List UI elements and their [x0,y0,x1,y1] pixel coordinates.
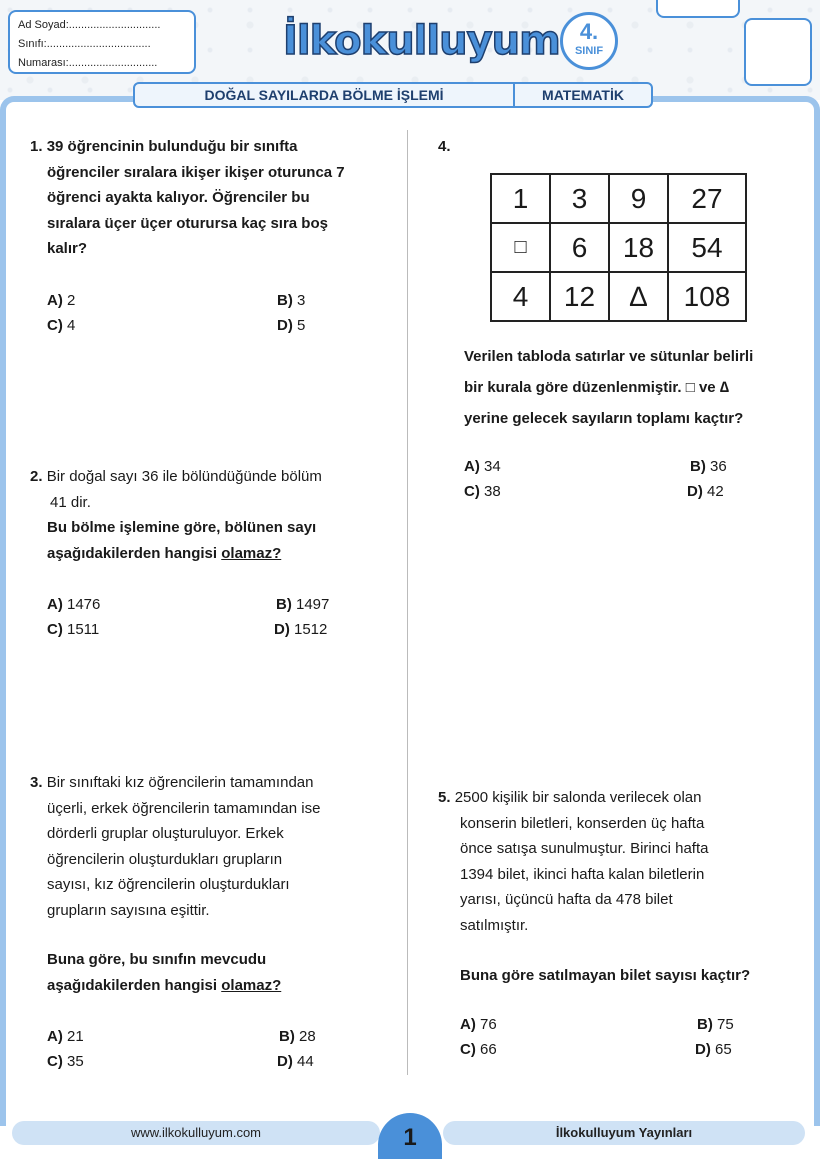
table-cell: 4 [491,272,550,321]
option-c[interactable] [464,479,501,504]
option-value: 5 [297,317,306,334]
option-c[interactable] [460,1037,497,1062]
question-5-line-5: yarısı, üçüncü hafta da 478 bilet [460,891,673,908]
option-d[interactable] [695,1037,732,1062]
option-letter: D) [277,1053,293,1070]
option-c[interactable] [47,617,99,642]
triangle-symbol-cell: ∆ [609,272,668,321]
grade-number: 4. [579,19,599,44]
question-3-line-4: öğrencilerin oluşturdukları grupların [47,850,283,868]
option-a[interactable] [47,1024,84,1049]
question-1 [30,134,400,262]
option-letter: D) [274,621,290,638]
question-3-line-2: üçerli, erkek öğrencilerin tamamından ise [47,799,321,817]
question-3-ask-2-text: aşağıdakilerden hangisi [47,976,222,994]
option-d[interactable] [277,1049,314,1074]
topic-title: DOĞAL SAYILARDA BÖLME İŞLEMİ [135,84,515,106]
question-3-line-1: Bir sınıftaki kız öğrencilerin tamamından [46,774,314,791]
question-1-line-5: kalır? [47,240,88,257]
option-letter: D) [695,1041,711,1058]
question-4-ask [464,341,804,434]
option-value: 1512 [294,621,328,638]
question-3-line-5: sayısı, kız öğrencilerin oluşturdukları [47,876,290,893]
question-5-line-2: konserin biletleri, konserden üç hafta [460,814,705,832]
option-letter: D) [277,317,293,334]
question-2-line-4 [30,541,400,567]
option-value: 35 [67,1053,84,1070]
score-box [744,18,812,86]
publisher-logo [275,8,560,72]
subject-title: MATEMATİK [542,87,624,103]
grade-badge [560,12,618,70]
question-1-line-4: sıralara üçer üçer oturursa kaç sıra boş [47,214,328,232]
option-letter: B) [276,596,292,613]
option-c[interactable] [47,313,75,338]
question-3-emphasis: olamaz? [221,976,282,994]
publisher-name: İlkokulluyum Yayınları [443,1121,805,1145]
question-5-line-4: 1394 bilet, ikinci hafta kalan biletlerin [460,865,705,883]
question-2-line-1: Bir doğal sayı 36 ile bölündüğünde bölüm [46,468,322,485]
option-value: 34 [484,458,501,475]
option-d[interactable] [687,479,724,504]
option-a[interactable] [460,1012,497,1037]
option-a[interactable] [47,592,100,617]
question-2-line-4-text: aşağıdakilerden hangisi [47,544,222,562]
question-5-line-6: satılmıştır. [460,916,529,934]
option-value: 21 [67,1028,84,1045]
option-b[interactable] [277,288,305,313]
table-cell: 27 [668,174,746,223]
option-value: 75 [717,1016,734,1033]
table-cell: 54 [668,223,746,272]
question-number: 1. [30,138,43,155]
question-3 [30,770,400,998]
table-row [491,174,746,223]
question-number: 5. [438,789,451,806]
option-value: 3 [297,292,306,309]
option-d[interactable] [277,313,305,338]
website-link[interactable]: www.ilkokulluyum.com [12,1121,380,1145]
question-2-line-2: 41 dir. [50,493,91,511]
question-1-line-3: öğrenci ayakta kalıyor. Öğrenciler bu [47,189,310,206]
page-number: 1 [378,1113,442,1159]
table-row [491,223,746,272]
question-2 [30,464,400,566]
option-b[interactable] [697,1012,734,1037]
question-1-line-1: 39 öğrencinin bulunduğu bir sınıfta [46,138,298,155]
option-value: 44 [297,1053,314,1070]
question-3-ask-1: Buna göre, bu sınıfın mevcudu [47,951,267,968]
number-table [490,173,747,322]
table-cell: 3 [550,174,609,223]
option-letter: A) [460,1016,476,1033]
question-4-ask-3: yerine gelecek sayıların toplamı kaçtır? [464,410,744,427]
title-bar [133,82,653,108]
name-line[interactable]: Ad Soyad:.............................. [18,19,161,31]
table-cell: 9 [609,174,668,223]
table-cell: 1 [491,174,550,223]
logo-text: İlkokulluyum [283,18,560,64]
option-letter: D) [687,483,703,500]
option-value: 28 [299,1028,316,1045]
option-letter: B) [279,1028,295,1045]
option-value: 1511 [67,621,100,638]
question-5-line-1: 2500 kişilik bir salonda verilecek olan [454,789,702,806]
option-letter: A) [47,1028,63,1045]
question-number: 2. [30,468,43,485]
option-value: 36 [710,458,727,475]
table-cell: 108 [668,272,746,321]
square-symbol-cell: □ [491,223,550,272]
option-letter: B) [697,1016,713,1033]
option-value: 76 [480,1016,497,1033]
option-letter: A) [47,596,63,613]
option-letter: C) [47,621,63,638]
option-letter: C) [47,1053,63,1070]
option-letter: B) [277,292,293,309]
question-4-number: 4. [438,138,451,155]
question-2-emphasis: olamaz? [221,544,282,562]
option-value: 38 [484,483,501,500]
question-4-ask-2: bir kurala göre düzenlenmiştir. □ ve ∆ [464,379,729,396]
option-value: 2 [67,292,76,309]
option-value: 42 [707,483,724,500]
question-3-ask-2 [30,973,400,999]
grade-label: SINIF [574,45,604,57]
option-letter: C) [464,483,480,500]
option-letter: C) [47,317,63,334]
question-4-ask-1: Verilen tabloda satırlar ve sütunlar belirli [464,348,754,365]
option-c[interactable] [47,1049,84,1074]
option-a[interactable] [47,288,75,313]
column-divider [407,130,408,1075]
option-letter: B) [690,458,706,475]
table-row [491,272,746,321]
question-3-line-6: grupların sayısına eşittir. [47,901,210,919]
question-5-ask: Buna göre satılmayan bilet sayısı kaçtır? [460,967,751,984]
option-letter: A) [47,292,63,309]
option-value: 1497 [296,596,330,613]
question-5 [438,785,808,989]
question-1-line-2: öğrenciler sıralara ikişer ikişer oturunca 7 [47,163,345,181]
student-info-box [8,10,196,74]
option-d[interactable] [274,617,327,642]
option-a[interactable] [464,454,501,479]
class-line[interactable]: Sınıfı:.................................. [18,38,151,50]
table-cell: 12 [550,272,609,321]
option-b[interactable] [690,454,727,479]
question-number: 3. [30,774,43,791]
question-5-line-3: önce satışa sunulmuştur. Birinci hafta [460,840,709,857]
option-letter: C) [460,1041,476,1058]
option-value: 66 [480,1041,497,1058]
number-line[interactable]: Numarası:............................. [18,57,158,69]
option-letter: A) [464,458,480,475]
option-b[interactable] [276,592,329,617]
question-2-line-3: Bu bölme işlemine göre, bölünen sayı [47,519,317,536]
option-value: 4 [67,317,76,334]
table-cell: 18 [609,223,668,272]
option-b[interactable] [279,1024,316,1049]
question-3-line-3: dörderli gruplar oluşturuluyor. Erkek [47,825,284,842]
table-cell: 6 [550,223,609,272]
option-value: 1476 [67,596,101,613]
score-tab [656,0,740,18]
option-value: 65 [715,1041,732,1058]
